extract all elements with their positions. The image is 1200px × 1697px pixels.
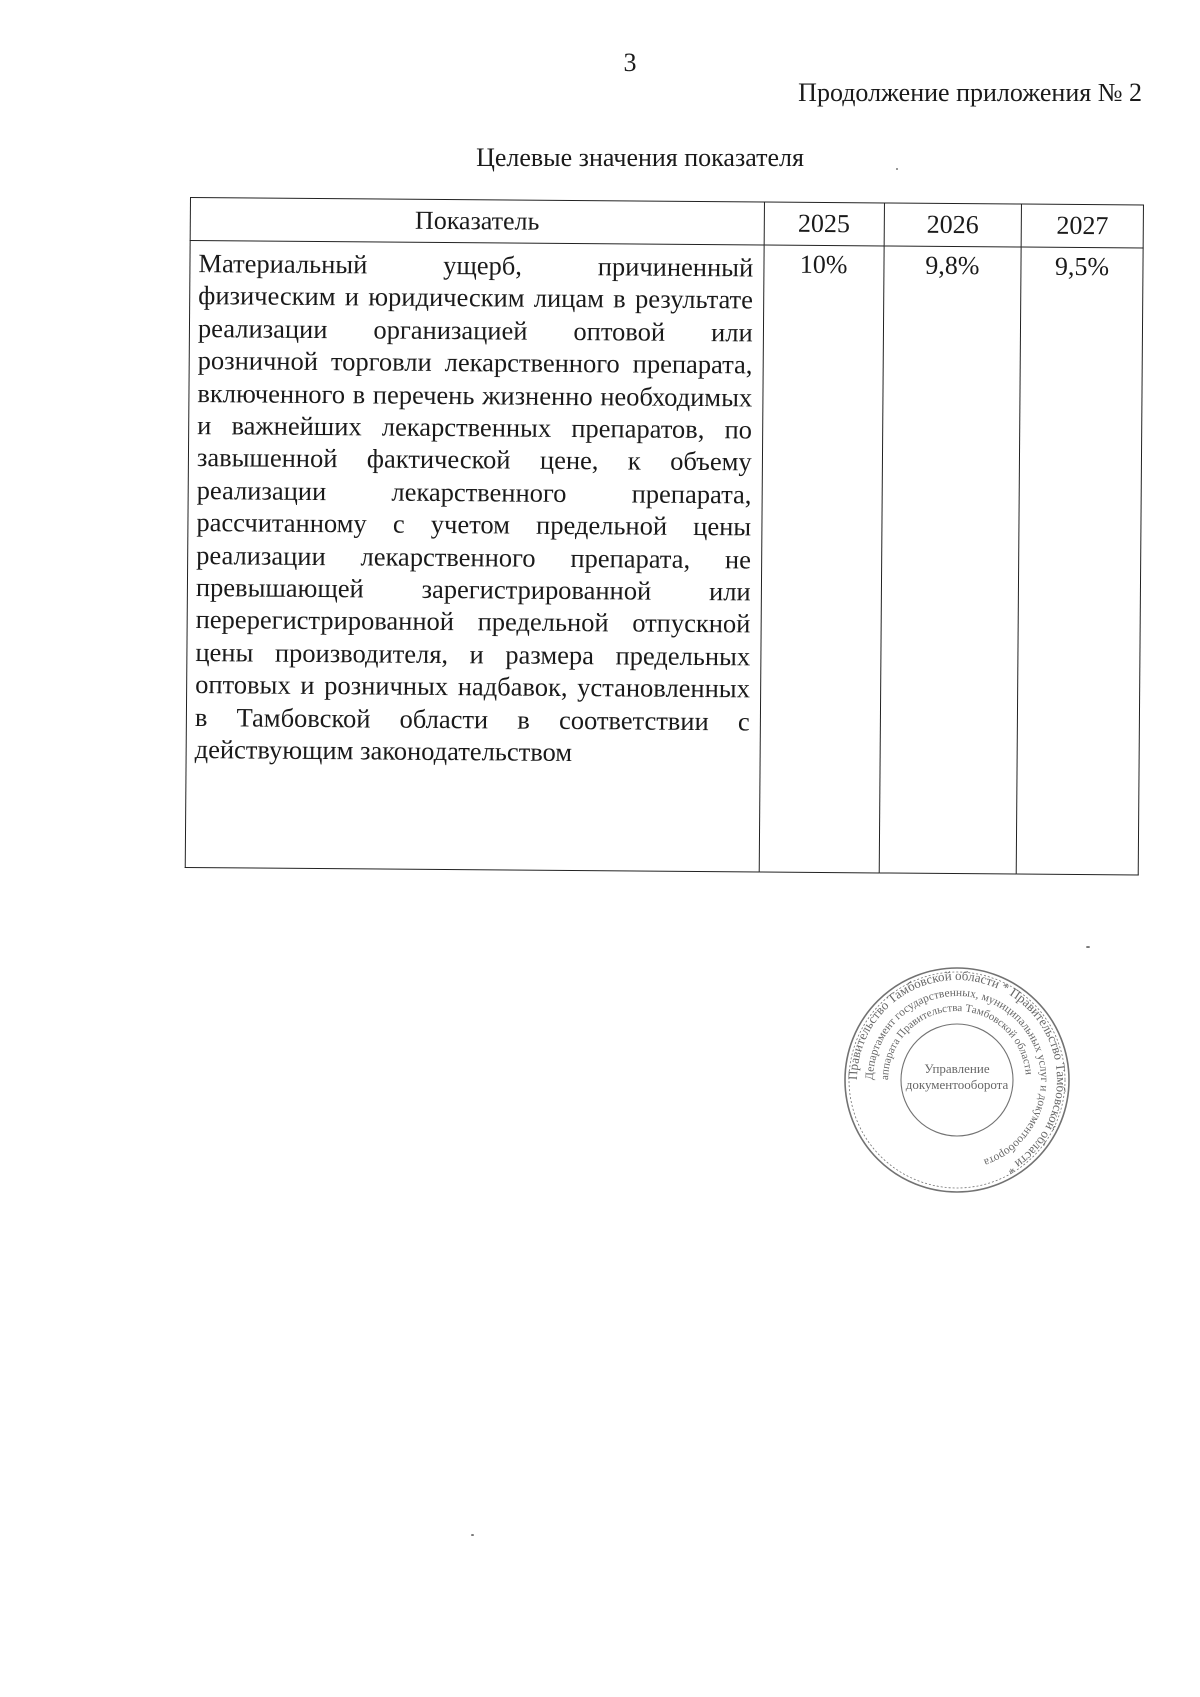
- table-header-row: [190, 198, 1143, 248]
- scan-speck: [1086, 946, 1090, 948]
- value-2025: 10%: [759, 245, 884, 873]
- scan-speck: [471, 1534, 474, 1536]
- stamp-inner-ring-text: аппарата Правительства Тамбовской области: [878, 1001, 1035, 1081]
- column-header-indicator: Показатель: [190, 198, 764, 246]
- stamp-center-line-1: Управление: [924, 1061, 990, 1076]
- appendix-continuation-note: Продолжение приложения № 2: [798, 78, 1142, 107]
- column-header-2026: 2026: [884, 203, 1022, 247]
- scan-speck: [896, 168, 898, 170]
- page-number: 3: [623, 48, 637, 77]
- indicator-description: Материальный ущерб, причиненный физическим и юридическим лицам в результате реализации организацией оптовой или розничной торговли лекарственного препарата, включенного в перечень жизненно необходимых и важнейших лекарственных препаратов, по завышенной фактической цене, к объему реализации лекарственного препарата, рассчитанному с учетом предельной цены реализации лекарственного препарата, не превышающей зарегистрированной или перерегистрированной предельной отпускной цены производителя, и размера предельных оптовых и розничных надбавок, установленных в Тамбовской области в соответствии с действующим законодательством: [185, 241, 764, 872]
- stamp-outer-ring-text: Правительство Тамбовской области * Правительство Тамбовской области *: [844, 967, 1070, 1178]
- official-stamp: [842, 965, 1072, 1195]
- value-2027: 9,5%: [1016, 247, 1143, 875]
- stamp-center-line-2: документооборота: [905, 1077, 1009, 1092]
- value-2026: 9,8%: [879, 246, 1022, 874]
- target-values-table: [185, 197, 1144, 875]
- table-row: [185, 241, 1143, 875]
- target-values-table-wrapper: [185, 197, 1144, 875]
- stamp-middle-ring-text: Департамент государственных, муниципальных услуг и документооборота: [863, 986, 1051, 1169]
- column-header-2027: 2027: [1021, 204, 1143, 248]
- column-header-2025: 2025: [764, 202, 884, 246]
- stamp-center-text: [842, 1061, 1072, 1093]
- table-title: Целевые значения показателя: [476, 143, 804, 172]
